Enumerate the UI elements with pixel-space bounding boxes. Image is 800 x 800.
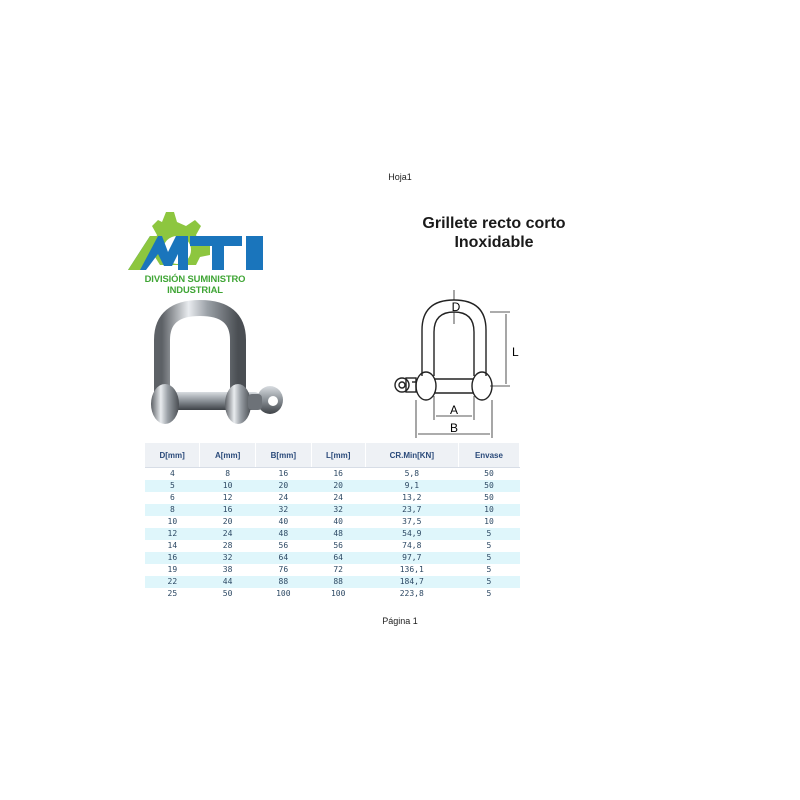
spec-table — [145, 443, 520, 600]
table-cell: 50 — [200, 588, 256, 600]
sheet-name: Hoja1 — [388, 172, 412, 182]
table-cell: 5 — [458, 576, 519, 588]
table-row — [145, 528, 520, 540]
table-body — [145, 468, 520, 601]
table-cell: 12 — [145, 528, 200, 540]
table-row — [145, 564, 520, 576]
dimension-label-d: D — [451, 300, 461, 314]
table-cell: 10 — [200, 480, 256, 492]
product-title-line2: Inoxidable — [454, 234, 534, 251]
table-cell: 16 — [311, 468, 365, 481]
table-cell: 50 — [458, 492, 519, 504]
table-cell: 23,7 — [365, 504, 458, 516]
table-cell: 136,1 — [365, 564, 458, 576]
table-row — [145, 492, 520, 504]
table-cell: 64 — [255, 552, 311, 564]
column-header: B[mm] — [255, 443, 311, 468]
table-header-row — [145, 443, 520, 468]
table-cell: 32 — [255, 504, 311, 516]
table-cell: 20 — [311, 480, 365, 492]
table-cell: 5 — [458, 552, 519, 564]
table-cell: 16 — [145, 552, 200, 564]
table-cell: 5 — [145, 480, 200, 492]
table-cell: 72 — [311, 564, 365, 576]
column-header: L[mm] — [311, 443, 365, 468]
table-cell: 19 — [145, 564, 200, 576]
column-header: D[mm] — [145, 443, 200, 468]
table-cell: 223,8 — [365, 588, 458, 600]
table-cell: 48 — [255, 528, 311, 540]
table-cell: 88 — [255, 576, 311, 588]
table-cell: 50 — [458, 468, 519, 481]
table-cell: 184,7 — [365, 576, 458, 588]
table-cell: 25 — [145, 588, 200, 600]
page-footer: Página 1 — [382, 616, 418, 626]
table-cell: 8 — [145, 504, 200, 516]
table-cell: 24 — [200, 528, 256, 540]
table-cell: 20 — [200, 516, 256, 528]
logo-subtitle: DIVISIÓN SUMINISTRO INDUSTRIAL — [144, 273, 246, 295]
table-cell: 40 — [255, 516, 311, 528]
table-row — [145, 552, 520, 564]
shackle-photo — [140, 300, 300, 440]
table-cell: 5,8 — [365, 468, 458, 481]
table-cell: 5 — [458, 540, 519, 552]
column-header: CR.Min[KN] — [365, 443, 458, 468]
table-cell: 50 — [458, 480, 519, 492]
table-cell: 5 — [458, 564, 519, 576]
shackle-diagram — [386, 290, 519, 440]
table-cell: 9,1 — [365, 480, 458, 492]
table-row — [145, 540, 520, 552]
table-row — [145, 480, 520, 492]
table-row — [145, 504, 520, 516]
table-cell: 40 — [311, 516, 365, 528]
table-cell: 16 — [200, 504, 256, 516]
product-title — [384, 214, 604, 252]
table-cell: 14 — [145, 540, 200, 552]
table-cell: 100 — [311, 588, 365, 600]
column-header: Envase — [458, 443, 519, 468]
table-cell: 38 — [200, 564, 256, 576]
product-title-line1: Grillete recto corto — [422, 215, 566, 232]
table-cell: 100 — [255, 588, 311, 600]
table-row — [145, 588, 520, 600]
table-cell: 32 — [311, 504, 365, 516]
table-cell: 28 — [200, 540, 256, 552]
logo-letter-i — [246, 236, 263, 270]
table-cell: 20 — [255, 480, 311, 492]
table-cell: 16 — [255, 468, 311, 481]
table-cell: 4 — [145, 468, 200, 481]
table-cell: 5 — [458, 588, 519, 600]
table-cell: 5 — [458, 528, 519, 540]
table-cell: 64 — [311, 552, 365, 564]
table-cell: 10 — [458, 504, 519, 516]
table-cell: 10 — [458, 516, 519, 528]
table-cell: 37,5 — [365, 516, 458, 528]
table-cell: 74,8 — [365, 540, 458, 552]
table-cell: 44 — [200, 576, 256, 588]
table-cell: 24 — [311, 492, 365, 504]
dimension-label-l: L — [512, 345, 519, 359]
table-cell: 88 — [311, 576, 365, 588]
table-cell: 10 — [145, 516, 200, 528]
table-cell: 22 — [145, 576, 200, 588]
table-cell: 56 — [311, 540, 365, 552]
table-row — [145, 516, 520, 528]
table-cell: 6 — [145, 492, 200, 504]
table-cell: 97,7 — [365, 552, 458, 564]
table-cell: 24 — [255, 492, 311, 504]
column-header: A[mm] — [200, 443, 256, 468]
table-row — [145, 468, 520, 481]
table-cell: 13,2 — [365, 492, 458, 504]
dimension-label-a: A — [449, 403, 459, 417]
table-cell: 76 — [255, 564, 311, 576]
table-cell: 48 — [311, 528, 365, 540]
table-row — [145, 576, 520, 588]
table-cell: 12 — [200, 492, 256, 504]
table-cell: 54,9 — [365, 528, 458, 540]
dimension-label-b: B — [449, 421, 459, 435]
table-cell: 32 — [200, 552, 256, 564]
table-cell: 8 — [200, 468, 256, 481]
table-cell: 56 — [255, 540, 311, 552]
